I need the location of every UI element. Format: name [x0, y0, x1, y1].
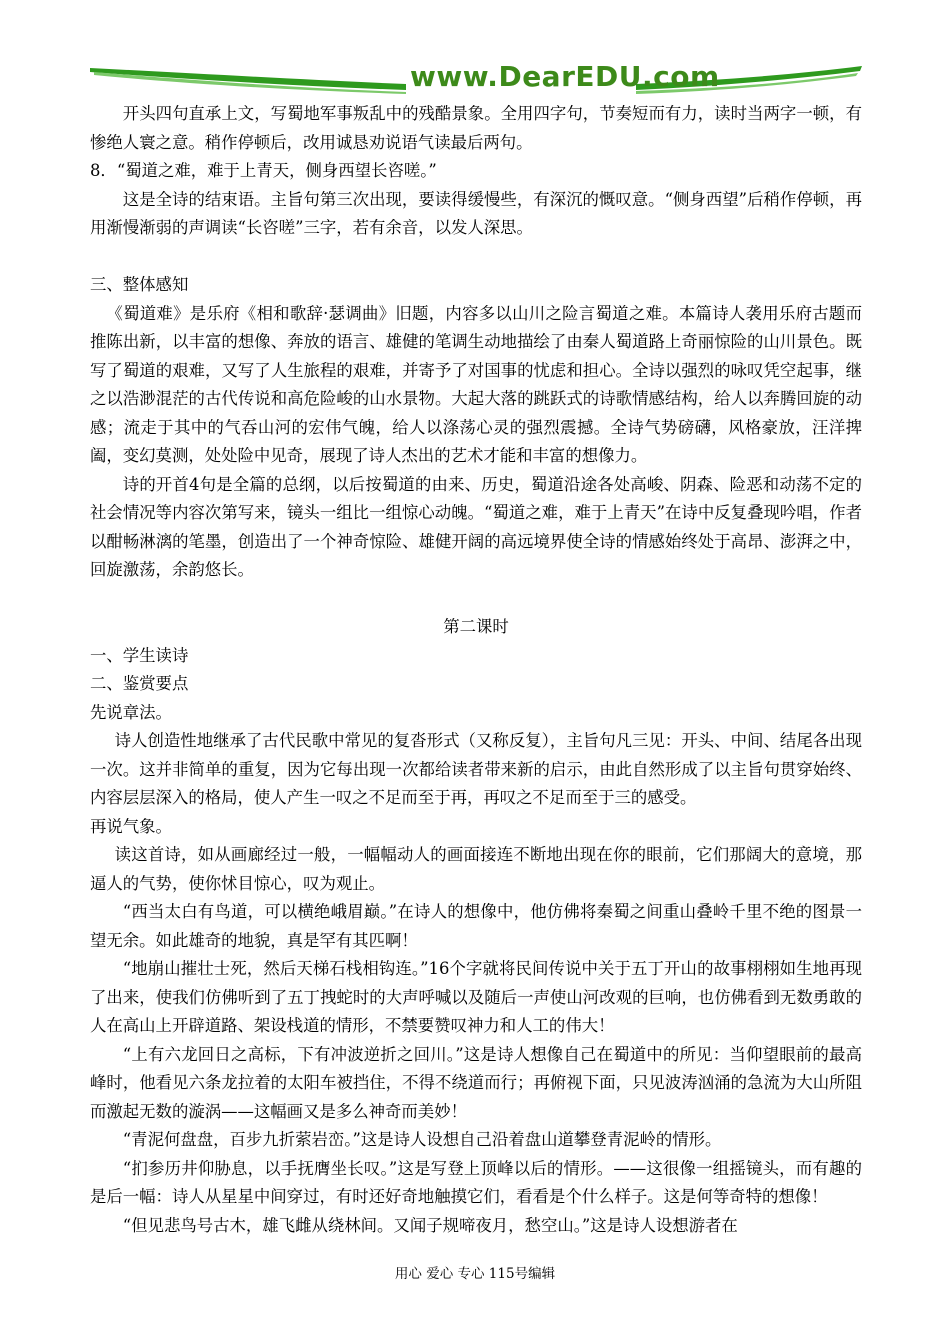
paragraph: 诗人创造性地继承了古代民歌中常见的复沓形式（又称反复），主旨句凡三见：开头、中间、结尾各出现一次。这并非简单的重复，因为它每出现一次都给读者带来新的启示，由此自然形成了以主旨句贯穿始终、内容层层深入的格局，使人产生一叹之不足而至于再，再叹之不足而至于三的感受。 — [90, 731, 862, 807]
paragraph: 这是全诗的结束语。主旨句第三次出现，要读得缓慢些，有深沉的慨叹意。“侧身西望”后稍作停顿，再用渐慢渐弱的声调读“长咨嗟”三字，若有余音，以发人深思。 — [90, 189, 862, 237]
paragraph: “青泥何盘盘，百步九折萦岩峦。”这是诗人设想自己沿着盘山道攀登青泥岭的情形。 — [122, 1130, 722, 1149]
spacer — [90, 243, 862, 272]
site-logo[interactable]: www.DearEDU.com — [410, 60, 720, 93]
subheading: 先说章法。 — [90, 702, 172, 722]
paragraph: 开头四句直承上文，写蜀地军事叛乱中的残酷景象。全用四字句，节奏短而有力，读时当两字一顿，有惨绝人寰之意。稍作停顿后，改用诚恳劝说语气读最后两句。 — [90, 104, 862, 152]
article-body — [90, 100, 862, 1240]
paragraph: 8．“蜀道之难，难于上青天，侧身西望长咨嗟。” — [90, 161, 437, 180]
spacer — [90, 585, 862, 614]
paragraph: “扪参历井仰胁息，以手抚膺坐长叹。”这是写登上顶峰以后的情形。——这很像一组摇镜头，而有趣的是后一幅：诗人从星星中间穿过，有时还好奇地触摸它们，看看是个什么样子。这是何等奇特的想像！ — [90, 1158, 862, 1206]
paragraph: 诗的开首4句是全篇的总纲，以后按蜀道的由来、历史，蜀道沿途各处高峻、阴森、险恶和动荡不定的社会情况等内容次第写来，镜头一组比一组惊心动魄。“蜀道之难，难于上青天”在诗中反复叠现吟唱，作者以酣畅淋漓的笔墨，创造出了一个神奇惊险、雄健开阔的高远境界使全诗的情感始终处于高昂、澎湃之中，回旋激荡，余韵悠长。 — [90, 474, 862, 579]
paragraph: 读这首诗，如从画廊经过一般，一幅幅动人的画面接连不断地出现在你的眼前，它们那阔大的意境，那逼人的气势，使你怵目惊心，叹为观止。 — [90, 845, 862, 893]
site-header — [88, 54, 864, 98]
section-heading: 三、整体感知 — [90, 275, 189, 294]
subheading: 再说气象。 — [90, 816, 172, 836]
paragraph: “但见悲鸟号古木，雄飞雌从绕林间。又闻子规啼夜月，愁空山。”这是诗人设想游者在 — [122, 1215, 738, 1235]
section-heading: 一、学生读诗 — [90, 645, 189, 665]
lesson-title: 第二课时 — [443, 617, 509, 636]
page-footer: 用心 爱心 专心 115号编辑 — [394, 1266, 556, 1282]
paragraph: “地崩山摧壮士死，然后天梯石栈相钩连。”16个字就将民间传说中关于五丁开山的故事栩栩如生地再现了出来，使我们仿佛听到了五丁拽蛇时的大声呼喊以及随后一声使山河改观的巨响，也仿佛看到无数勇敢的人在高山上开辟道路、架设栈道的情形，不禁要赞叹神力和人工的伟大！ — [90, 959, 862, 1035]
paragraph: “上有六龙回日之高标，下有冲波逆折之回川。”这是诗人想像自己在蜀道中的所见：当仰望眼前的最高峰时，他看见六条龙拉着的太阳车被挡住，不得不绕道而行；再俯视下面，只见波涛汹涌的急流为大山所阻而激起无数的漩涡——这幅画又是多么神奇而美妙！ — [90, 1044, 862, 1121]
section-heading: 二、鉴赏要点 — [90, 674, 189, 693]
paragraph: “西当太白有鸟道，可以横绝峨眉巅。”在诗人的想像中，他仿佛将秦蜀之间重山叠岭千里不绝的图景一望无余。如此雄奇的地貌，真是罕有其匹啊！ — [90, 902, 862, 950]
paragraph: 《蜀道难》是乐府《相和歌辞·瑟调曲》旧题，内容多以山川之险言蜀道之难。本篇诗人袭用乐府古题而推陈出新，以丰富的想像、奔放的语言、雄健的笔调生动地描绘了由秦人蜀道路上奇丽惊险的山川景色。既写了蜀道的艰难，又写了人生旅程的艰难，并寄予了对国事的忧虑和担心。全诗以强烈的咏叹凭空起事，继之以浩渺混茫的古代传说和高危险峻的山水景物。大起大落的跳跃式的诗歌情感结构，给人以奔腾回旋的动感；流走于其中的气吞山河的宏伟气魄，给人以涤荡心灵的强烈震撼。全诗气势磅礴，风格豪放，汪洋捭阖，变幻莫测，处处险中见奇，展现了诗人杰出的艺术才能和丰富的想像力。 — [90, 303, 862, 465]
